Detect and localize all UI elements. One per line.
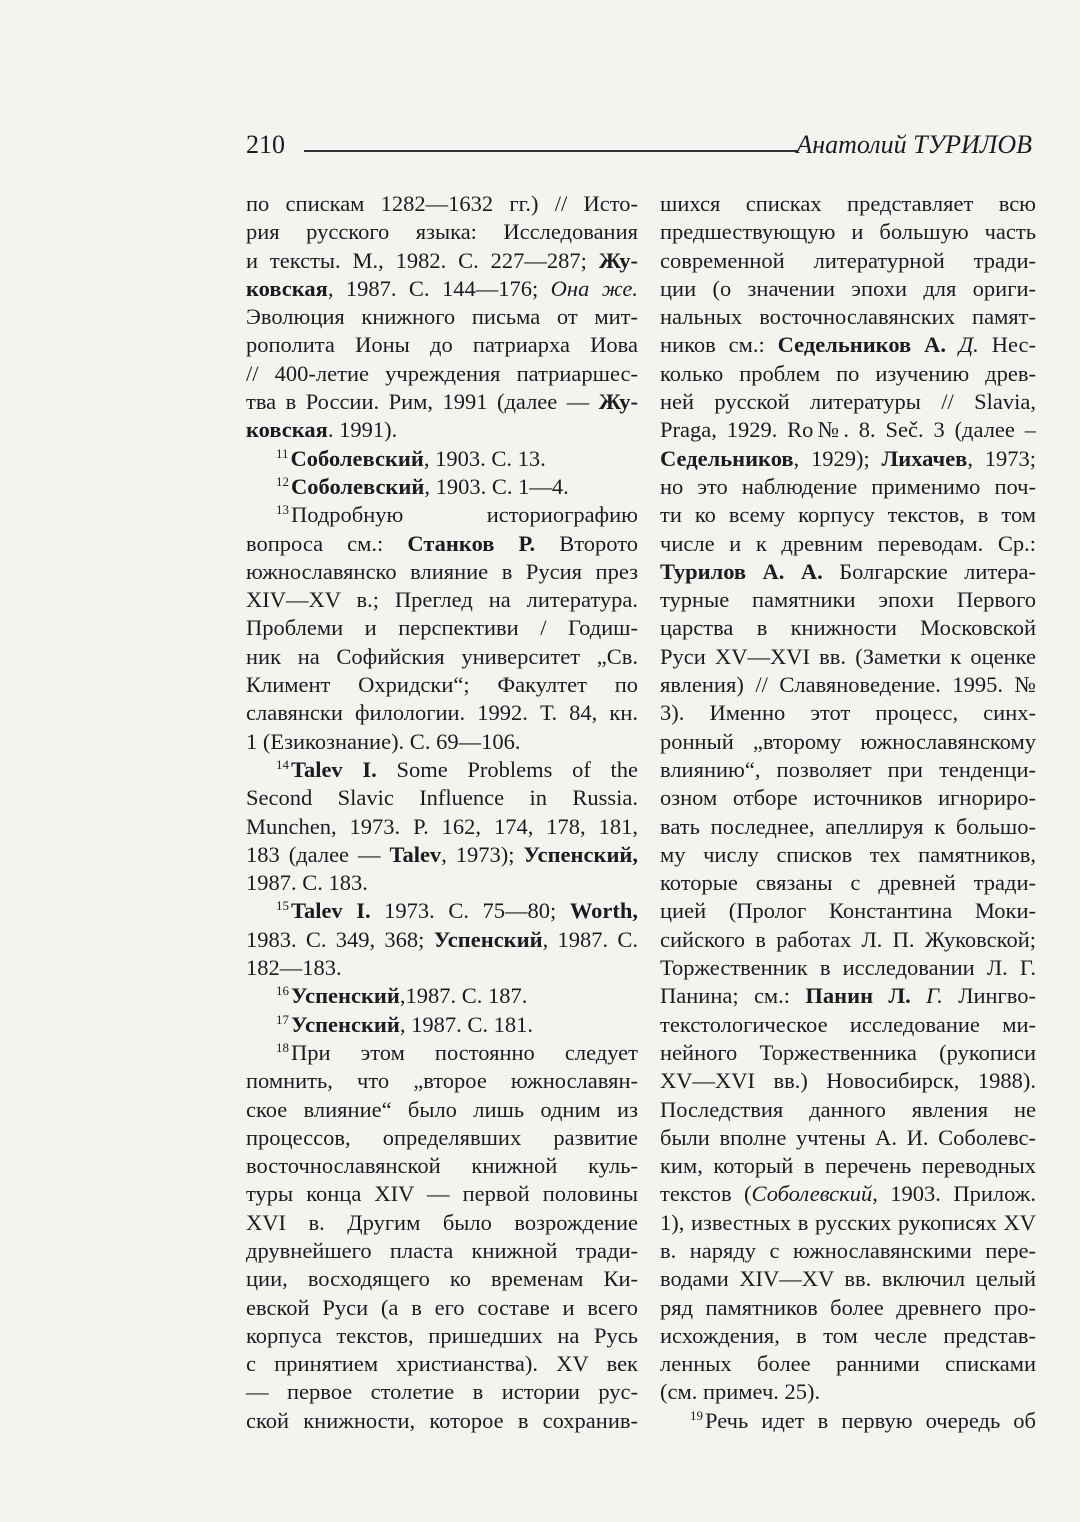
text-line <box>660 473 1036 501</box>
text-line <box>246 671 638 699</box>
text-run: евской Руси (а в его составе и всего <box>246 1294 638 1320</box>
bold-author: Жу- <box>598 247 638 273</box>
text-run: процессов, определявших развитие <box>246 1124 638 1150</box>
text-run: 183 (далее — <box>246 841 390 867</box>
text-line <box>660 1096 1036 1124</box>
text-run: 1973. С. 75—80; <box>370 898 570 924</box>
text-line <box>246 303 638 331</box>
text-run: Климент Охридски“; Факултет по <box>246 672 638 698</box>
text-line <box>246 813 638 841</box>
text-line <box>246 388 638 416</box>
text-run: Some Problems of the <box>376 756 639 782</box>
text-line <box>660 784 1036 812</box>
text-run: влиянию“, позволяет при тенденци- <box>660 756 1036 782</box>
text-run: му числу списков тех памятников, <box>660 841 1036 867</box>
italic-text: Д. <box>945 332 979 358</box>
text-run: в. наряду с южнославянскими пере- <box>660 1237 1036 1263</box>
footnote-start-line <box>246 445 638 473</box>
text-line <box>246 360 638 388</box>
text-run: ленных более ранними списками <box>660 1351 1036 1377</box>
italic-text: Соболевский <box>751 1181 873 1207</box>
text-run: . 1991). <box>327 417 398 443</box>
text-run: исхождения, в том чесле представ- <box>660 1322 1036 1348</box>
text-run: явления) // Славяноведение. 1995. № <box>660 672 1036 698</box>
text-line <box>660 1378 1036 1406</box>
text-line <box>246 784 638 812</box>
text-line <box>246 558 638 586</box>
text-run: ской книжности, которое в сохранив- <box>246 1407 638 1433</box>
text-run: Эволюция книжного письма от мит- <box>246 304 638 330</box>
text-run: туры конца XIV — первой половины <box>246 1181 638 1207</box>
bold-author: Успенский <box>433 926 543 952</box>
footnote-number: 15 <box>276 898 289 914</box>
text-run: Руси XV—XVI вв. (Заметки к оценке <box>660 643 1036 669</box>
text-run: Подробную историографию <box>291 502 638 528</box>
text-run: предшествующую и большую часть <box>660 219 1036 245</box>
text-line <box>246 247 638 275</box>
text-run: , 1903. С. 13. <box>423 445 546 471</box>
bold-author: Talev I. <box>291 756 377 782</box>
text-line <box>660 218 1036 246</box>
text-run: тва в России. Рим, 1991 (далее — <box>246 389 599 415</box>
text-line <box>246 331 638 359</box>
bold-author: Турилов А. А. <box>660 558 823 584</box>
text-run: ции (о значении эпохи для ориги- <box>660 275 1036 301</box>
footnote-start-line <box>246 1011 638 1039</box>
text-run: , 1929); <box>793 445 882 471</box>
text-line <box>246 530 638 558</box>
page-header <box>246 130 1036 166</box>
page-number: 210 <box>246 130 285 159</box>
text-line <box>660 190 1036 218</box>
footnote-number: 19 <box>690 1407 703 1423</box>
footnote-number: 13 <box>276 502 289 518</box>
bold-author: Жу- <box>598 389 638 415</box>
text-run: Торжественник в исследовании Л. Г. <box>660 955 1036 981</box>
bold-author: Лихачев <box>881 445 968 471</box>
bold-author: Успенский, <box>523 841 639 867</box>
text-line <box>246 1378 638 1406</box>
text-run: рополита Ионы до патриарха Иова <box>246 332 638 358</box>
text-run: южнославянско влияние в Русия през <box>246 558 638 584</box>
text-line <box>246 1067 638 1095</box>
text-line <box>660 530 1036 558</box>
text-line <box>660 756 1036 784</box>
text-run: Речь идет в первую очередь об <box>705 1407 1036 1433</box>
text-line <box>246 869 638 897</box>
text-line <box>660 1322 1036 1350</box>
bold-author: Панин Л. <box>805 983 911 1009</box>
text-run: XVI в. Другим было возрождение <box>246 1209 638 1235</box>
text-run: XV—XVI вв.) Новосибирск, 1988). <box>660 1068 1036 1094</box>
text-line <box>246 190 638 218</box>
text-run: нальных восточнославянских памят- <box>660 304 1036 330</box>
footnote-number: 14 <box>276 756 289 772</box>
bold-author: Успенский <box>291 1011 400 1037</box>
text-line <box>660 1011 1036 1039</box>
text-run: 1983. С. 349, 368; <box>246 926 434 952</box>
text-line <box>660 303 1036 331</box>
text-line <box>660 643 1036 671</box>
text-line <box>246 1294 638 1322</box>
text-line <box>660 813 1036 841</box>
text-run: Нес- <box>978 332 1036 358</box>
text-run: ряд памятников более древнего про- <box>660 1294 1036 1320</box>
text-line <box>660 1067 1036 1095</box>
text-run: ции, восходящего ко временам Ки- <box>246 1266 638 1292</box>
footnote-number: 17 <box>276 1011 289 1027</box>
text-line <box>246 954 638 982</box>
text-line <box>660 445 1036 473</box>
text-line <box>246 218 638 246</box>
footnote-start-line <box>246 501 638 529</box>
text-run: , 1987. С. 181. <box>399 1011 534 1037</box>
text-line <box>246 926 638 954</box>
bold-author: Talev <box>389 841 442 867</box>
footnote-start-line <box>246 1039 638 1067</box>
text-run: с принятием христианства). XV век <box>246 1351 638 1377</box>
bold-author: Седельников А. <box>777 332 946 358</box>
text-run: 1987. С. 183. <box>246 870 368 896</box>
text-run: При этом постоянно следует <box>291 1039 638 1065</box>
text-line <box>246 614 638 642</box>
text-run: 3). Именно этот процесс, синх- <box>660 700 1036 726</box>
text-run: Второто <box>535 530 638 556</box>
text-run: , 1903. Прилож. <box>872 1181 1036 1207</box>
text-line <box>660 869 1036 897</box>
text-run: Praga, 1929. Ro№. 8. Seč. 3 (далее – <box>660 417 1036 443</box>
text-run: текстов ( <box>660 1181 752 1207</box>
text-run: — первое столетие в истории рус- <box>246 1379 638 1405</box>
text-run: текстологическое исследование ми- <box>660 1011 1036 1037</box>
bold-author: Седельников <box>660 445 794 471</box>
text-line <box>246 1237 638 1265</box>
text-line <box>246 586 638 614</box>
footnote-start-line <box>246 756 638 784</box>
text-line <box>246 1209 638 1237</box>
text-run: Болгарские литера- <box>822 558 1036 584</box>
text-line <box>246 699 638 727</box>
text-run: современной литературной тради- <box>660 247 1036 273</box>
bold-author: ковская <box>246 417 328 443</box>
bold-author: Соболевский <box>291 473 425 499</box>
text-line <box>246 1124 638 1152</box>
text-run: , 1987. С. <box>542 926 638 952</box>
bold-author: Успенский <box>291 983 400 1009</box>
text-run: ник на Софийския университет „Св. <box>246 643 638 669</box>
text-line <box>246 643 638 671</box>
text-run: (см. примеч. 25). <box>660 1379 821 1405</box>
text-run: ней русской литературы // Slavia, <box>660 389 1036 415</box>
footnote-number: 18 <box>276 1039 289 1055</box>
text-run: 1 (Езикознание). С. 69—106. <box>246 728 521 754</box>
footnotes-right-column <box>660 190 1036 1435</box>
text-line <box>660 331 1036 359</box>
text-run: ское влияние“ было лишь одним из <box>246 1096 638 1122</box>
text-line <box>660 671 1036 699</box>
text-run: славянски филологии. 1992. Т. 84, кн. <box>246 700 638 726</box>
text-line <box>660 501 1036 529</box>
text-line <box>246 416 638 444</box>
text-run: сийского в работах Л. П. Жуковской; <box>660 926 1036 952</box>
text-run: 182—183. <box>246 955 342 981</box>
text-run: озном отборе источников игнориро- <box>660 785 1036 811</box>
text-line <box>660 841 1036 869</box>
text-line <box>660 1124 1036 1152</box>
footnote-start-line <box>246 473 638 501</box>
text-run: Munchen, 1973. P. 162, 174, 178, 181, <box>246 813 638 839</box>
text-line <box>660 247 1036 275</box>
text-line <box>660 1209 1036 1237</box>
text-line <box>660 586 1036 614</box>
text-run: числе и к древним переводам. Ср.: <box>660 530 1036 556</box>
running-title: Анатолий ТУРИЛОВ <box>796 130 1032 159</box>
text-run: , 1903. С. 1—4. <box>424 473 569 499</box>
text-line <box>660 1039 1036 1067</box>
italic-text: Она же. <box>550 275 639 301</box>
text-run: вать последнее, апеллируя к большо- <box>660 813 1036 839</box>
text-line <box>660 1265 1036 1293</box>
text-line <box>660 558 1036 586</box>
bold-author: Соболевский <box>290 445 424 471</box>
text-run: Проблеми и перспективи / Годиш- <box>246 615 638 641</box>
footnotes-left-column <box>246 190 638 1435</box>
footnote-number: 16 <box>276 983 289 999</box>
footnote-start-line <box>246 897 638 925</box>
text-run: колько проблем по изучению древ- <box>660 360 1036 386</box>
text-run: , 1973); <box>441 841 524 867</box>
bold-author: ковская <box>246 275 328 301</box>
text-line <box>660 614 1036 642</box>
text-line <box>246 1407 638 1435</box>
text-run: 1), известных в русских рукописях XV <box>660 1209 1036 1235</box>
text-run: Последствия данного явления не <box>660 1096 1036 1122</box>
text-line <box>660 1152 1036 1180</box>
text-run: , 1987. С. 144—176; <box>327 275 551 301</box>
footnote-number: 12 <box>276 473 289 489</box>
header-rule <box>304 150 798 152</box>
text-line <box>660 388 1036 416</box>
text-run: и тексты. М., 1982. С. 227—287; <box>246 247 599 273</box>
text-run: восточнославянской книжной куль- <box>246 1153 638 1179</box>
footnote-start-line <box>660 1407 1036 1435</box>
text-line <box>660 926 1036 954</box>
text-run: рия русского языка: Исследования <box>246 219 638 245</box>
text-run: друвнейшего пласта книжной тради- <box>246 1237 638 1263</box>
text-run: // 400-летие учреждения патриаршес- <box>246 360 638 386</box>
bold-author: Станков Р. <box>407 530 536 556</box>
text-line <box>660 982 1036 1010</box>
text-line <box>660 275 1036 303</box>
bold-author: Talev I. <box>291 898 371 924</box>
text-line <box>246 1096 638 1124</box>
text-line <box>660 416 1036 444</box>
text-run: были вполне учтены А. И. Соболевс- <box>660 1124 1036 1150</box>
text-run: ,1987. С. 187. <box>399 983 528 1009</box>
text-line <box>246 275 638 303</box>
text-run: вопроса см.: <box>246 530 408 556</box>
text-line <box>246 1350 638 1378</box>
italic-text: Г. <box>910 983 943 1009</box>
text-run: но это наблюдение применимо поч- <box>660 473 1036 499</box>
text-run: корпуса текстов, пришедших на Русь <box>246 1322 638 1348</box>
footnote-start-line <box>246 982 638 1010</box>
text-line <box>660 1350 1036 1378</box>
text-run: царства в книжности Московской <box>660 615 1036 641</box>
text-run: ти ко всему корпусу текстов, в том <box>660 502 1036 528</box>
footnote-number: 11 <box>276 445 289 461</box>
text-run: Second Slavic Influence in Russia. <box>246 785 638 811</box>
text-run: которые связаны с древней тради- <box>660 870 1036 896</box>
text-line <box>660 1294 1036 1322</box>
text-run: Лингво- <box>942 983 1036 1009</box>
text-line <box>660 954 1036 982</box>
text-line <box>246 728 638 756</box>
text-line <box>246 1265 638 1293</box>
text-line <box>246 1180 638 1208</box>
text-line <box>660 1180 1036 1208</box>
text-run: нейного Торжественника (рукописи <box>660 1039 1036 1065</box>
text-run: Панина; см.: <box>660 983 806 1009</box>
text-run: ким, который в перечень переводных <box>660 1153 1036 1179</box>
bold-author: Worth, <box>569 898 638 924</box>
text-run: водами XIV—XV вв. включил целый <box>660 1266 1036 1292</box>
text-run: шихся списках представляет всю <box>660 191 1036 216</box>
text-run: цией (Пролог Константина Моки- <box>660 898 1036 924</box>
text-line <box>246 841 638 869</box>
text-line <box>660 360 1036 388</box>
text-line <box>246 1322 638 1350</box>
text-run: по спискам 1282—1632 гг.) // Исто- <box>246 191 638 216</box>
text-line <box>660 699 1036 727</box>
text-line <box>660 897 1036 925</box>
text-run: ронный „второму южнославянскому <box>660 728 1036 754</box>
text-run: помнить, что „второе южнославян- <box>246 1068 638 1094</box>
text-run: ников см.: <box>660 332 778 358</box>
text-line <box>246 1152 638 1180</box>
text-line <box>660 1237 1036 1265</box>
text-run: , 1973; <box>967 445 1036 471</box>
text-run: турные памятники эпохи Первого <box>660 587 1036 613</box>
text-run: XIV—XV в.; Преглед на литература. <box>246 587 638 613</box>
text-line <box>660 728 1036 756</box>
